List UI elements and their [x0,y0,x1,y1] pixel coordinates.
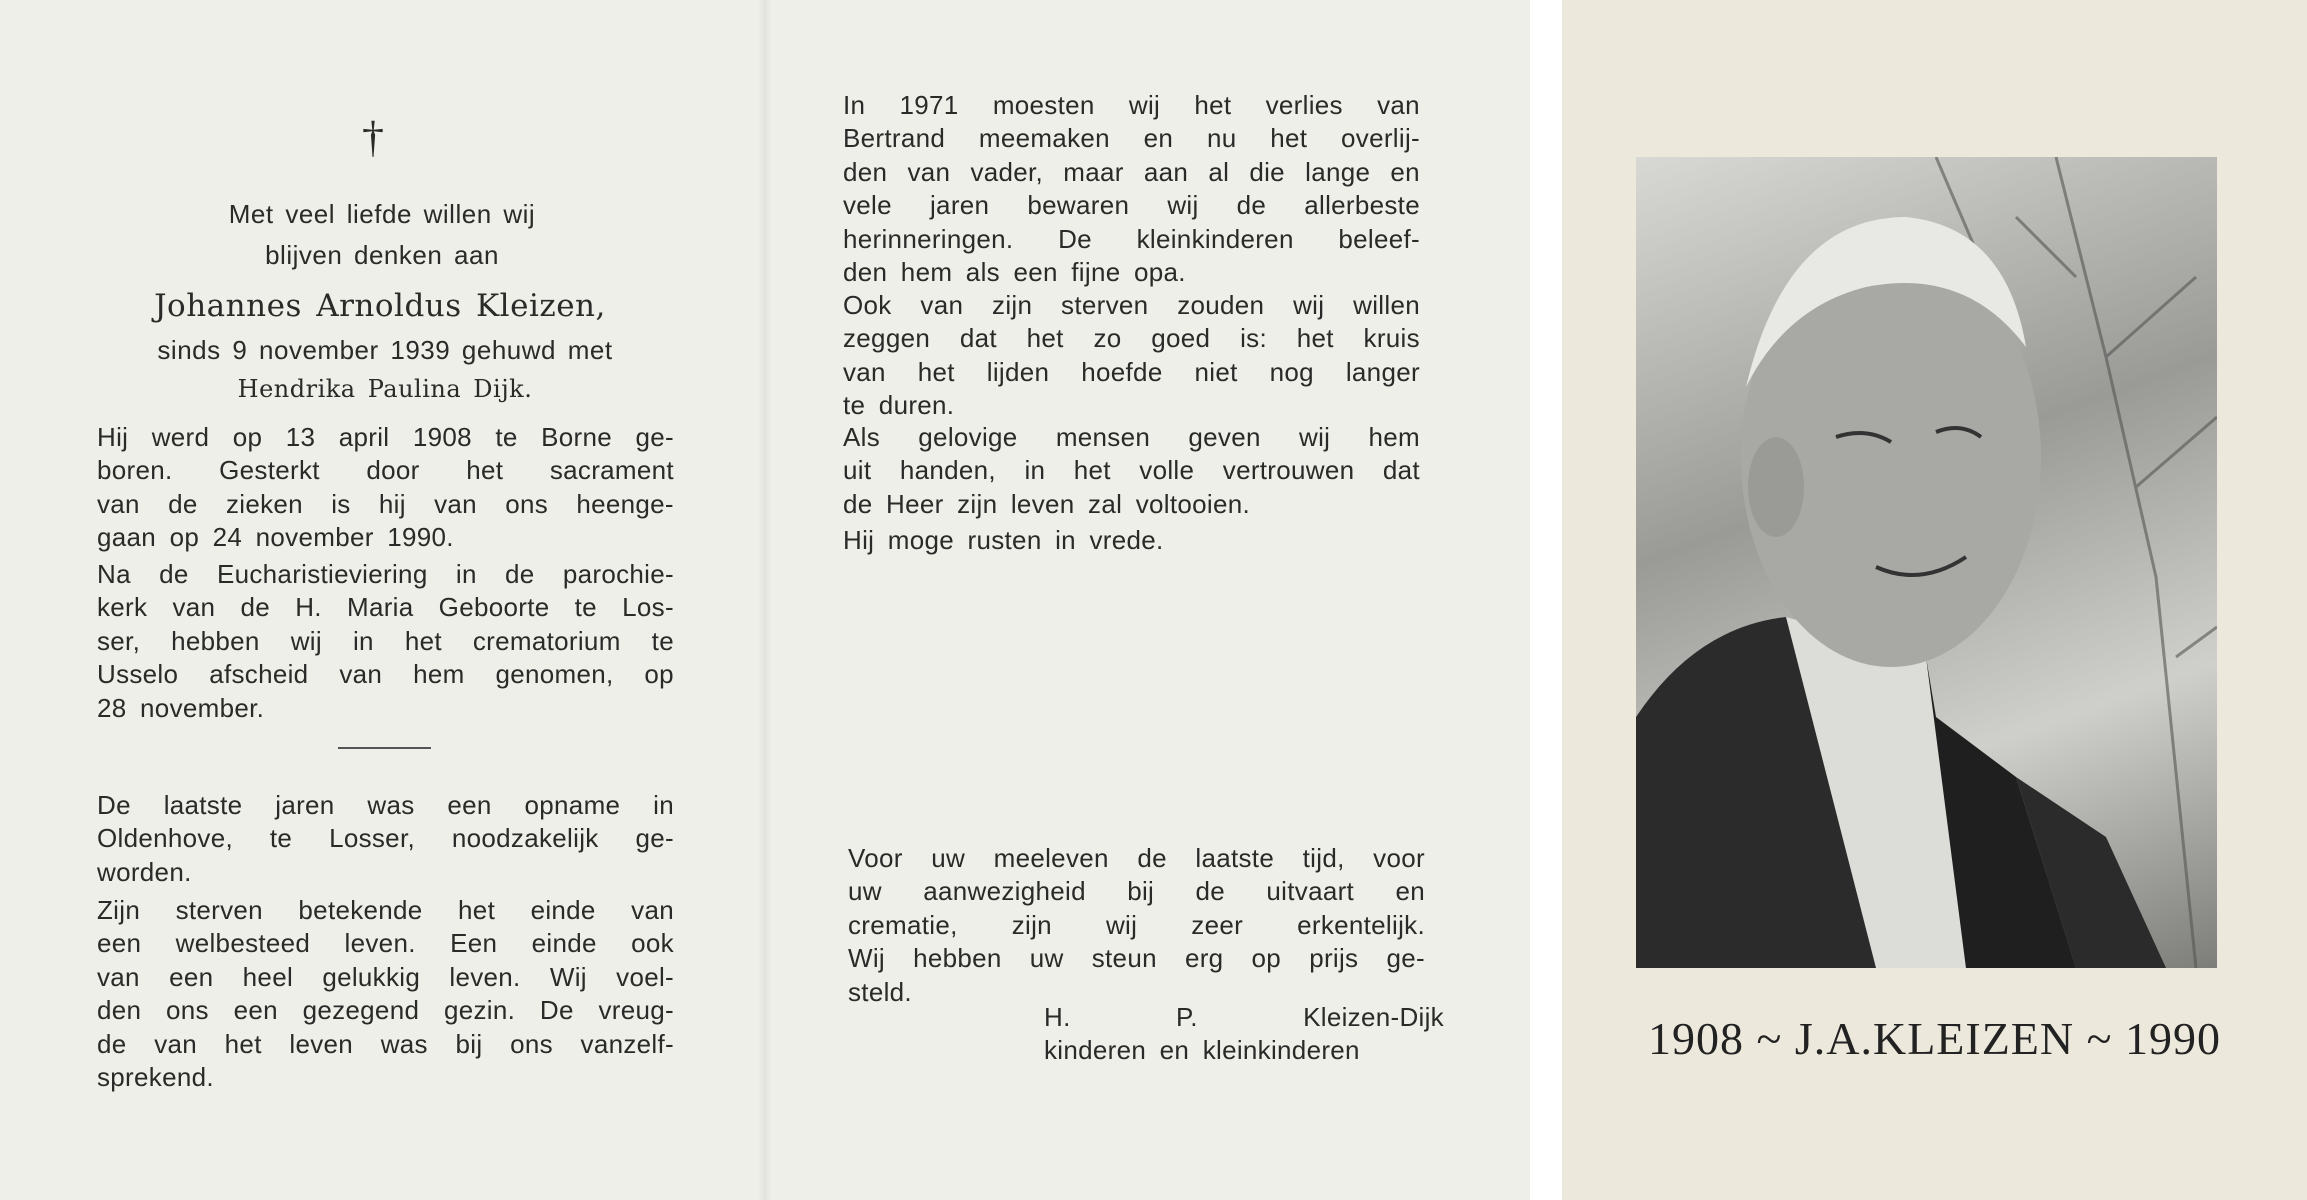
text-line: den hem als een fijne opa. [843,257,1186,288]
text-line: den van vader, maar aan al die lange en [843,156,1420,187]
text-line: gaan op 24 november 1990. [97,522,454,553]
text-line: boren. Gesterkt door het sacrament [97,455,674,486]
text-line: Ook van zijn sterven zouden wij willen [843,290,1420,320]
paragraph [843,524,1420,557]
text-line: uw aanwezigheid bij de uitvaart en [848,876,1425,907]
thanks-paragraph [848,842,1425,1009]
text-line: Bertrand meemaken en nu het overlij- [843,123,1420,154]
text-line: In 1971 moesten wij het verlies van [843,90,1420,120]
paragraph [97,894,674,1094]
text-line: herinneringen. De kleinkinderen beleef- [843,223,1420,254]
text-line: van het lijden hoefde niet nog langer [843,356,1420,387]
cross-icon: † [362,113,384,162]
text-line: vele jaren bewaren wij de allerbeste [843,190,1420,221]
text-line: H. P. Kleizen-Dijk [1044,1002,1444,1032]
text-line: De laatste jaren was een opname in [97,790,674,820]
signature [1044,1001,1444,1068]
text-line: Zijn sterven betekende het einde van [97,895,674,925]
text-line: Na de Eucharistieviering in de parochie- [97,559,674,589]
text-line: sprekend. [97,1062,214,1093]
text-line: kerk van de H. Maria Geboorte te Los- [97,592,674,623]
paragraph [843,89,1420,289]
text-line: den ons een gezegend gezin. De vreug- [97,995,674,1026]
text-line: Hij werd op 13 april 1908 te Borne ge- [97,422,674,452]
text-line: een welbesteed leven. Een einde ook [97,928,674,959]
text-line: ser, hebben wij in het crematorium te [97,625,674,656]
text-line: van de zieken is hij van ons heenge- [97,488,674,519]
text-line: Usselo afscheid van hem genomen, op [97,659,674,690]
divider [338,747,431,749]
text-line: worden. [97,856,192,887]
text-line: van een heel gelukkig leven. Wij voel- [97,961,674,992]
text-line: steld. [848,976,912,1007]
paragraph [843,421,1420,521]
text-line: Oldenhove, te Losser, noodzakelijk ge- [97,823,674,854]
card-fold [758,0,772,1200]
paragraph [97,789,674,889]
intro-line: blijven denken aan [265,240,499,270]
text-line: de Heer zijn leven zal voltooien. [843,488,1250,519]
text-line: de van het leven was bij ons vanzelf- [97,1028,674,1059]
paragraph [97,558,674,725]
paragraph [97,421,674,555]
married-line: sinds 9 november 1939 gehuwd met [157,335,613,365]
text-line: te duren. [843,390,955,421]
deceased-name: Johannes Arnoldus Kleizen, [154,288,606,324]
text-line: Voor uw meeleven de laatste tijd, voor [848,843,1425,873]
text-line: crematie, zijn wij zeer erkentelijk. [848,909,1425,940]
text-line: Als gelovige mensen geven wij hem [843,422,1420,452]
portrait-photo [1636,157,2217,968]
text-line: 28 november. [97,692,265,723]
text-line: kinderen en kleinkinderen [1044,1035,1360,1066]
text-line: Hij moge rusten in vrede. [843,525,1164,555]
text-line: uit handen, in het volle vertrouwen dat [843,455,1420,486]
intro-line: Met veel liefde willen wij [228,199,536,229]
text-line: Wij hebben uw steun erg op prijs ge- [848,943,1425,974]
text-line: zeggen dat het zo goed is: het kruis [843,323,1420,354]
photo-caption: 1908 ~ J.A.KLEIZEN ~ 1990 [1647,1013,2222,1064]
paragraph [843,289,1420,423]
spouse-name: Hendrika Paulina Dijk. [237,375,533,403]
